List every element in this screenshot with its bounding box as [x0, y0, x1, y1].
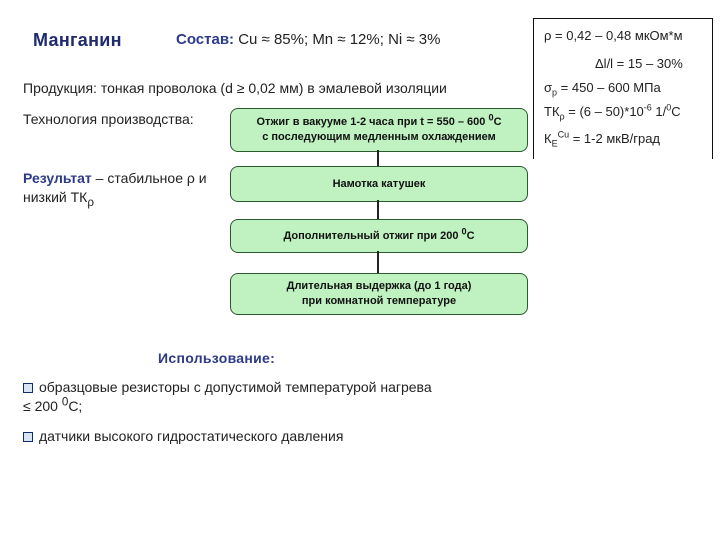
flow-step-4-line1: Длительная выдержка (до 1 года) [286, 280, 472, 292]
flow-step-1-unit: С [493, 116, 502, 128]
tcr-exp: -6 [643, 102, 652, 113]
usage-item-1-unit: С; [68, 398, 83, 414]
thermo-symbol: К [544, 131, 552, 146]
flow-step-4-line2: при комнатной температуре [301, 295, 457, 307]
flow-step-winding [230, 166, 528, 202]
flow-step-1-sup: 0 [488, 112, 494, 123]
checkbox-bullet-icon [23, 432, 33, 442]
flow-step-2-line1: Намотка катушек [332, 177, 426, 190]
composition-value: Cu ≈ 85%; Mn ≈ 12%; Ni ≈ 3% [234, 31, 441, 48]
flow-step-1-line2: с последующим медленным охлаждением [262, 131, 496, 143]
tcr-value [544, 102, 681, 122]
usage-item-1-text: образцовые резисторы с допустимой температурой нагрева ≤ 200 [23, 379, 432, 414]
composition-line [176, 31, 441, 48]
tcr-sub: ρ [559, 111, 565, 122]
usage-item-2-text: датчики высокого гидростатического давления [39, 428, 344, 444]
flow-step-extra-annealing [230, 219, 528, 253]
flow-step-aging [230, 273, 528, 315]
flow-connector-3 [377, 251, 379, 273]
technology-label: Технология производства: [23, 111, 194, 127]
thermo-text: = 1-2 мкВ/град [569, 131, 661, 146]
result-emphasis: Результат [23, 170, 92, 186]
flow-step-3-line1: Дополнительный отжиг при 200 [283, 229, 462, 242]
strength-value [544, 80, 661, 98]
resistivity-value: ρ = 0,42 – 0,48 мкОм*м [544, 28, 683, 43]
tcr-unit-end: С [671, 104, 681, 119]
tcr-symbol: ТК [544, 104, 560, 119]
usage-item-resistors [23, 378, 443, 416]
document-title: Манганин [33, 30, 122, 50]
thermo-sup: Cu [557, 129, 570, 140]
thermo-sub: E [551, 138, 558, 149]
production-text: Продукция: тонкая проволока (d ≥ 0,02 мм) в эмалевой изоляции [23, 80, 447, 96]
strength-symbol: σ [544, 80, 553, 95]
strength-text: = 450 – 600 МПа [557, 80, 661, 95]
result-text [23, 169, 223, 207]
tcr-unit-sup: 0 [666, 102, 672, 113]
checkbox-bullet-icon [23, 383, 33, 393]
flow-connector-2 [377, 200, 379, 219]
composition-label: Состав: [176, 31, 235, 48]
usage-item-1-sup: 0 [61, 395, 69, 409]
elongation-value: Δl/l = 15 – 30% [595, 56, 683, 71]
thermo-emf-value [544, 129, 661, 149]
flow-step-1-line1: Отжиг в вакууме 1-2 часа при t = 550 – 600 [256, 116, 489, 128]
tcr-text: = (6 – 50)*10 [564, 104, 644, 119]
flow-step-3-sup: 0 [461, 225, 467, 236]
usage-item-sensors [23, 427, 343, 446]
tcr-unit: 1/ [651, 104, 667, 119]
flow-step-annealing [230, 108, 528, 152]
flow-connector-1 [377, 150, 379, 166]
result-body: – стабильное ρ и низкий ТК [23, 170, 207, 205]
flow-step-3-unit: С [466, 229, 475, 242]
strength-sub: р [552, 87, 558, 98]
usage-title: Использование: [158, 350, 276, 366]
result-sub: ρ [87, 195, 94, 209]
